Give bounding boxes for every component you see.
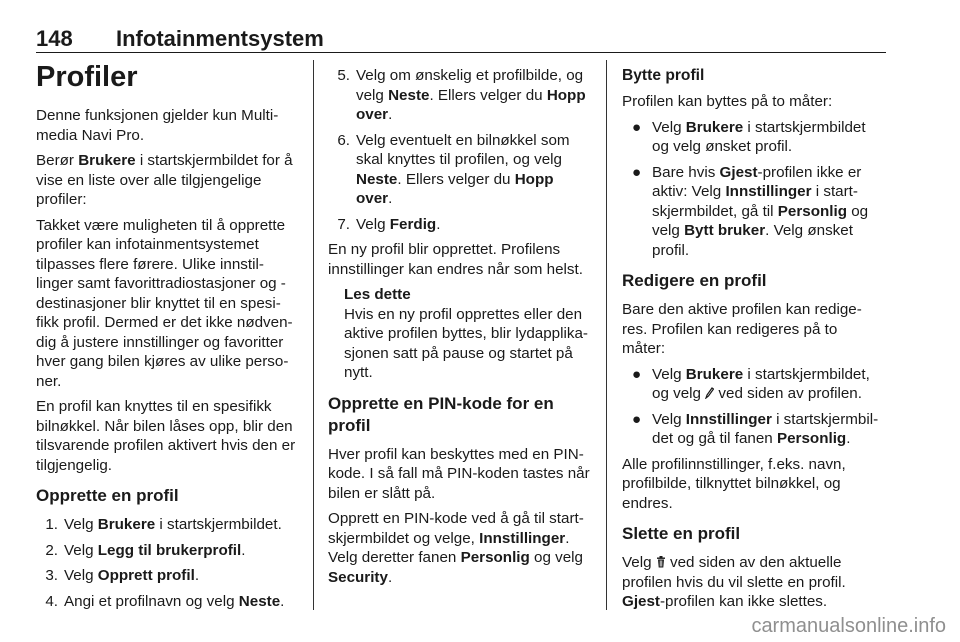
watermark: carmanualsonline.info xyxy=(751,615,946,637)
page-title: Profiler xyxy=(36,61,138,93)
list-item: 7. Velg Ferdig. xyxy=(337,215,441,233)
note-text: Hvis en ny profil opprettes eller den aktive profilen byttes, blir lydapplika-sjonen satt på pause og startet på nytt. xyxy=(344,305,588,381)
list-item: 5. Velg om ønskelig et profilbilde, og velg Neste. Ellers velger du Hopp over. xyxy=(337,67,586,123)
section-title: Infotainmentsystem xyxy=(116,26,324,51)
list-item: 6. Velg eventuelt en bilnøkkel som skal knyttes til profilen, og velg Neste. Ellers velger du Hopp over. xyxy=(337,131,570,207)
paragraph: Takket være muligheten til å opprette profiler kan infotainmentsystemet tilpasses flere førere. Ulike innstil-linger samt favorittradiostasjoner og -destinasjoner blir knyttet til en spesi-fikk profil. Dermed er det ikke nødven-dig å justere innstillinger og favoritter hver gang bilen kjøres av ulike perso-ner. xyxy=(36,216,293,390)
steps-list xyxy=(36,515,300,611)
paragraph: En profil kan knyttes til en spesifikk bilnøkkel. Når bilen låses opp, blir den tilsvarende profilen aktivert hvis den er tilgjengelig. xyxy=(36,398,296,474)
heading-create-profile: Opprette en profil xyxy=(36,486,179,505)
bullet-icon: ● xyxy=(632,365,642,383)
paragraph: Hver profil kan beskyttes med en PIN-kode. I så fall må PIN-koden tastes når bilen er slått på. xyxy=(328,445,590,502)
trash-icon xyxy=(656,556,666,568)
paragraph: Bare den aktive profilen kan redige-res. Profilen kan redigeres på to måter: xyxy=(622,301,862,357)
column-2 xyxy=(328,66,590,593)
note-title: Les dette xyxy=(344,286,411,303)
column-1 xyxy=(36,60,300,617)
bullet-icon: ● xyxy=(632,410,642,428)
paragraph: Alle profilinnstillinger, f.eks. navn, profilbilde, tilknyttet bilnøkkel, og endres. xyxy=(622,455,846,512)
paragraph: Denne funksjonen gjelder kun Multi-media Navi Pro. xyxy=(36,107,279,144)
list-item: ● Velg Innstillinger i startskjermbil-det og gå til fanen Personlig. xyxy=(632,410,879,447)
list-item: 4. Angi et profilnavn og velg Neste. xyxy=(45,592,285,610)
steps-list-continued xyxy=(328,66,590,234)
column-divider xyxy=(313,60,314,610)
paragraph: Profilen kan byttes på to måter: xyxy=(622,93,833,110)
heading-switch-profile: Bytte profil xyxy=(622,67,705,84)
list-item: 1. Velg Brukere i startskjermbildet. xyxy=(45,516,282,533)
list-item: ● Velg Brukere i startskjermbildet, og velg ved siden av profilen. xyxy=(632,365,870,402)
page-number: 148 xyxy=(36,26,73,51)
list-item: 3. Velg Opprett profil. xyxy=(45,567,200,584)
paragraph: Gjest-profilen kan ikke slettes. xyxy=(622,593,828,610)
heading-edit-profile: Redigere en profil xyxy=(622,271,767,290)
note-box xyxy=(328,285,590,383)
bullet-icon: ● xyxy=(632,118,642,136)
list-item: 2. Velg Legg til brukerprofil. xyxy=(45,541,246,559)
heading-pin-code: Opprette en PIN-kode for en profil xyxy=(328,393,554,435)
bullet-icon: ● xyxy=(632,163,642,181)
bullet-list xyxy=(622,365,884,449)
paragraph: Berør Brukere i startskjermbildet for å vise en liste over alle tilgjengelige profiler: xyxy=(36,152,293,208)
paragraph: Opprett en PIN-kode ved å gå til start-skjermbildet og velge, Innstillinger. Velg deretter fanen Personlig og velg Security. xyxy=(328,510,584,586)
column-3 xyxy=(622,66,884,618)
paragraph: Velg ved siden av den aktuelle profilen hvis du vil slette en profil. xyxy=(622,554,846,591)
paragraph: En ny profil blir opprettet. Profilens innstillinger kan endres når som helst. xyxy=(328,241,583,278)
pencil-icon xyxy=(705,387,714,399)
page-header xyxy=(36,24,886,53)
list-item: ● Velg Brukere i startskjermbildet og velg ønsket profil. xyxy=(632,118,866,155)
bullet-list xyxy=(622,118,884,261)
column-divider xyxy=(606,60,607,610)
list-item: ● Bare hvis Gjest-profilen ikke er aktiv: Velg Innstillinger i start-skjermbildet, gå til Personlig og velg Bytt bruker. Velg ønsket profil. xyxy=(632,163,869,259)
heading-delete-profile: Slette en profil xyxy=(622,524,741,543)
